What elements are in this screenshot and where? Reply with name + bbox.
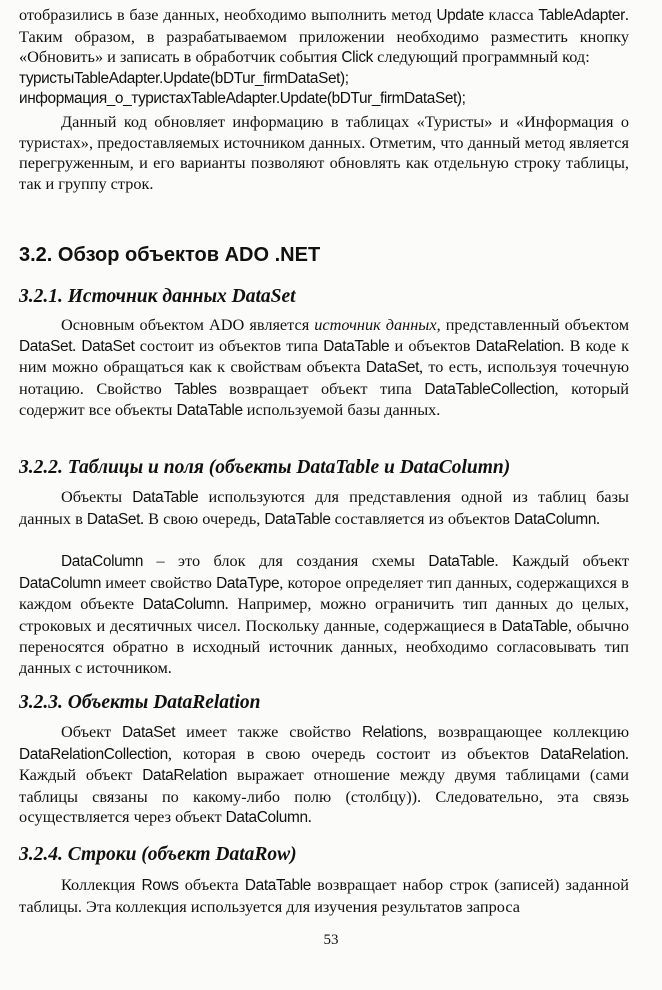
paragraph-321: Основным объектом ADO является источник данных, представленный объектом DataSet. DataSet состоит из объектов типа DataTable и объектов DataRelation. В коде к ним можно обращаться как к свойствам объекта DataSet, то есть, используя точечную нотацию. Свойство Tables возвращает объект типа DataTableCollection, который содержит все объекты DataTable используемой базы данных. <box>19 315 629 420</box>
intro-paragraph-1: отобразились в базе данных, необходимо выполнить метод Update класса TableAdapter. Таким образом, в разрабатываемом приложении необходимо разместить кнопку «Обновить» и записать в обработчик события Click следующий программный код: <box>19 5 629 67</box>
intro-paragraph-2: Данный код обновляет информацию в таблицах «Туристы» и «Информация о туристах», предоставляемых источником данных. Отметим, что данный метод является перегруженным, и его варианты позволяют обновлять как отдельную строку таблицы, так и группу строк. <box>19 111 629 193</box>
code-term: Update <box>436 7 484 24</box>
subsection-heading-323: 3.2.3. Объекты DataRelation <box>19 692 261 713</box>
paragraph-323: Объект DataSet имеет также свойство Relations, возвращающее коллекцию DataRelationCollection, которая в свою очередь состоит из объектов DataRelation. Каждый объект DataRelation выражает отношение между двумя таблицами (сами таблицы связаны по какому-либо полю (столбцу)). Следовательно, эта связь осуществляется через объект DataColumn. <box>19 722 629 827</box>
intro-block <box>19 5 629 194</box>
code-term: TableAdapter <box>538 7 625 24</box>
code-term: Click <box>341 49 374 67</box>
subsection-heading-322: 3.2.2. Таблицы и поля (объекты DataTable и DataColumn) <box>19 457 511 478</box>
paragraph-322-2: DataColumn – это блок для создания схемы DataTable. Каждый объект DataColumn имеет свойство DataType, которое определяет тип данных, содержащихся в каждом объекте DataColumn. Например, можно ограничить тип данных до целых, строковых и десятичных чисел. Поскольку данные, содержащиеся в DataTable, обычно переносятся обратно в исходный источник данных, необходимо согласовывать тип данных с источником. <box>19 551 629 677</box>
code-line-2: информация_о_туристахTableAdapter.Update(bDTur_firmDataSet); <box>19 90 466 108</box>
page-number: 53 <box>323 932 339 948</box>
emphasis-term: источник данных <box>314 315 437 334</box>
section-heading: 3.2. Обзор объектов ADO .NET <box>19 244 321 266</box>
paragraph-322-1: Объекты DataTable используются для представления одной из таблиц базы данных в DataSet. В свою очередь, DataTable составляется из объектов DataColumn. <box>19 487 629 528</box>
subsection-heading-324: 3.2.4. Строки (объект DataRow) <box>19 844 297 865</box>
code-line-1: туристыTableAdapter.Update(bDTur_firmDataSet); <box>19 69 349 87</box>
paragraph-324: Коллекция Rows объекта DataTable возвращает набор строк (записей) заданной таблицы. Эта коллекция используется для изучения результатов запроса <box>19 875 629 916</box>
subsection-heading-321: 3.2.1. Источник данных DataSet <box>19 286 296 307</box>
